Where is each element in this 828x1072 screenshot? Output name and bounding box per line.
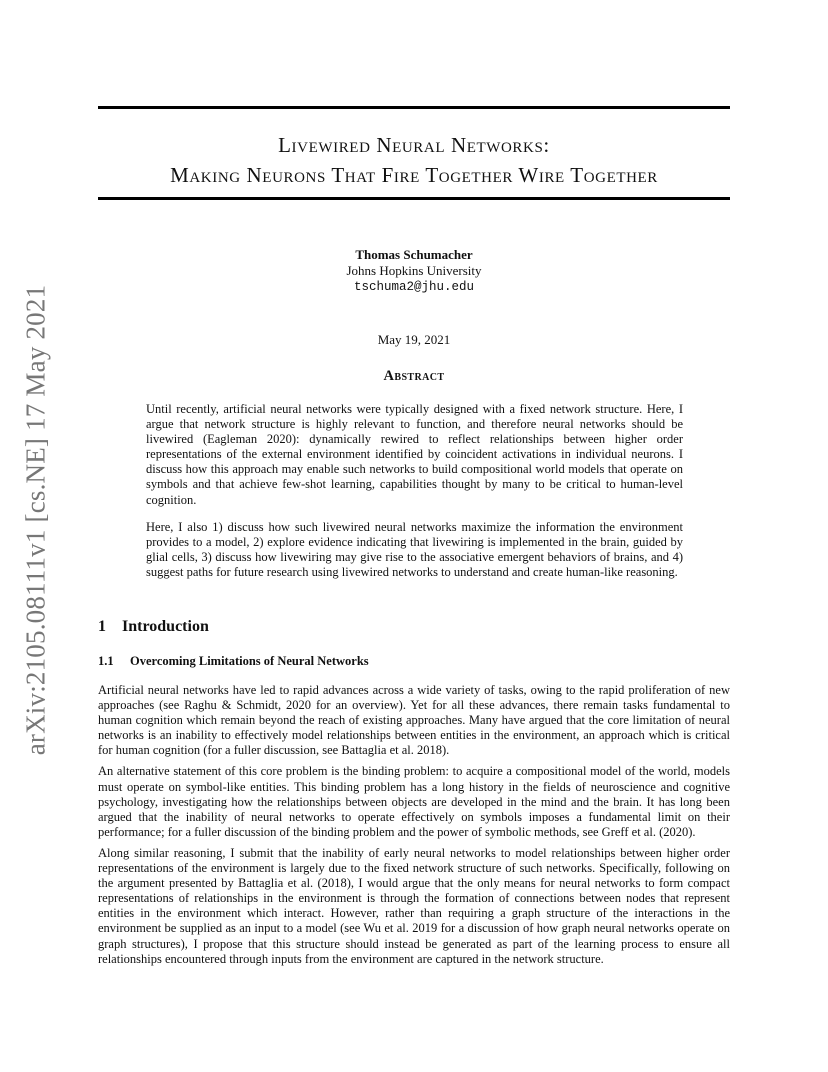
- abstract-heading: Abstract: [383, 368, 445, 384]
- paper-title: [98, 130, 730, 190]
- title-bottom-rule: [98, 197, 730, 200]
- author-name: Thomas Schumacher: [355, 247, 473, 262]
- body-paragraph: Artificial neural networks have led to rapid advances across a wide variety of tasks, owing to the rapid proliferation of new approaches (see Raghu & Schmidt, 2020 for an overview). Yet for all these advances, there remain tasks fundamental to human cognition which remain beyond the reach of existing approaches. Many have argued that the core limitation of neural networks is an inability to effectively model relationships between entities in the environment, an approach which is critical for human cognition (for a fuller discussion, see Battaglia et al. 2018).: [98, 683, 730, 758]
- arxiv-identifier-stamp: arXiv:2105.08111v1 [cs.NE] 17 May 2021: [20, 284, 51, 756]
- paper-date: May 19, 2021: [377, 332, 451, 347]
- author-block: [98, 247, 730, 295]
- body-paragraph: Along similar reasoning, I submit that the inability of early neural networks to model relationships between higher order representations of the environment is largely due to the fixed network structure of such networks. Specifically, following on the argument presented by Battaglia et al. (2018), I would argue that the only means for neural networks to form compact representations of relationships in the environment is through the formation of connections between nodes that represent entities in the environment which interact. However, rather than requiring a graph structure of the interactions in the environment be supplied as an input to a model (see Wu et al. 2019 for a discussion of how graph neural networks operate on graph structures), I propose that this structure should instead be generated as part of the learning process to ensure all relationships encountered through inputs from the environment are captured in the network structure.: [98, 845, 730, 966]
- abstract-body: [146, 402, 683, 592]
- author-affiliation: Johns Hopkins University: [346, 263, 482, 278]
- section-heading: [98, 618, 209, 636]
- section-title: Introduction: [122, 618, 209, 635]
- author-email: tschuma2@jhu.edu: [353, 280, 475, 294]
- body-text: [98, 683, 730, 973]
- paper-title-line-1: Livewired Neural Networks:: [278, 133, 550, 157]
- abstract-paragraph: Until recently, artificial neural networks were typically designed with a fixed network structure. Here, I argue that network structure is highly relevant to function, and therefore neural networks should be livewired (Eagleman 2020): dynamically rewired to reflect relationships between higher order representations of the external environment identified by coincident activations in individual neurons. I discuss how this approach may enable such networks to build compositional world models that operate on symbols and that achieve few-shot learning, capabilities thought by many to be critical to human-level cognition.: [146, 402, 683, 507]
- subsection-heading: [98, 654, 369, 669]
- subsection-title: Overcoming Limitations of Neural Networks: [130, 654, 369, 668]
- abstract-paragraph: Here, I also 1) discuss how such livewired neural networks maximize the information the environment provides to a model, 2) explore evidence indicating that livewiring is implemented in the brain, guided by glial cells, 3) discuss how livewiring may give rise to the associative emergent behaviors of brains, and 4) suggest paths for future research using livewired networks to understand and create human-like reasoning.: [146, 519, 683, 579]
- title-top-rule: [98, 106, 730, 109]
- subsection-number: 1.1: [98, 654, 114, 668]
- body-paragraph: An alternative statement of this core problem is the binding problem: to acquire a compositional model of the world, models must operate on symbol-like entities. This binding problem has a long history in the fields of neuroscience and cognitive psychology, investigating how the relationships between objects are developed in the mind and the brain. It has long been argued that the inability of neural networks to operate effectively on symbols imposes a fundamental limit on their performance; for a fuller discussion of the binding problem and the power of symbolic methods, see Greff et al. (2020).: [98, 764, 730, 839]
- paper-title-line-2: Making Neurons That Fire Together Wire Together: [170, 163, 658, 187]
- section-number: 1: [98, 618, 106, 635]
